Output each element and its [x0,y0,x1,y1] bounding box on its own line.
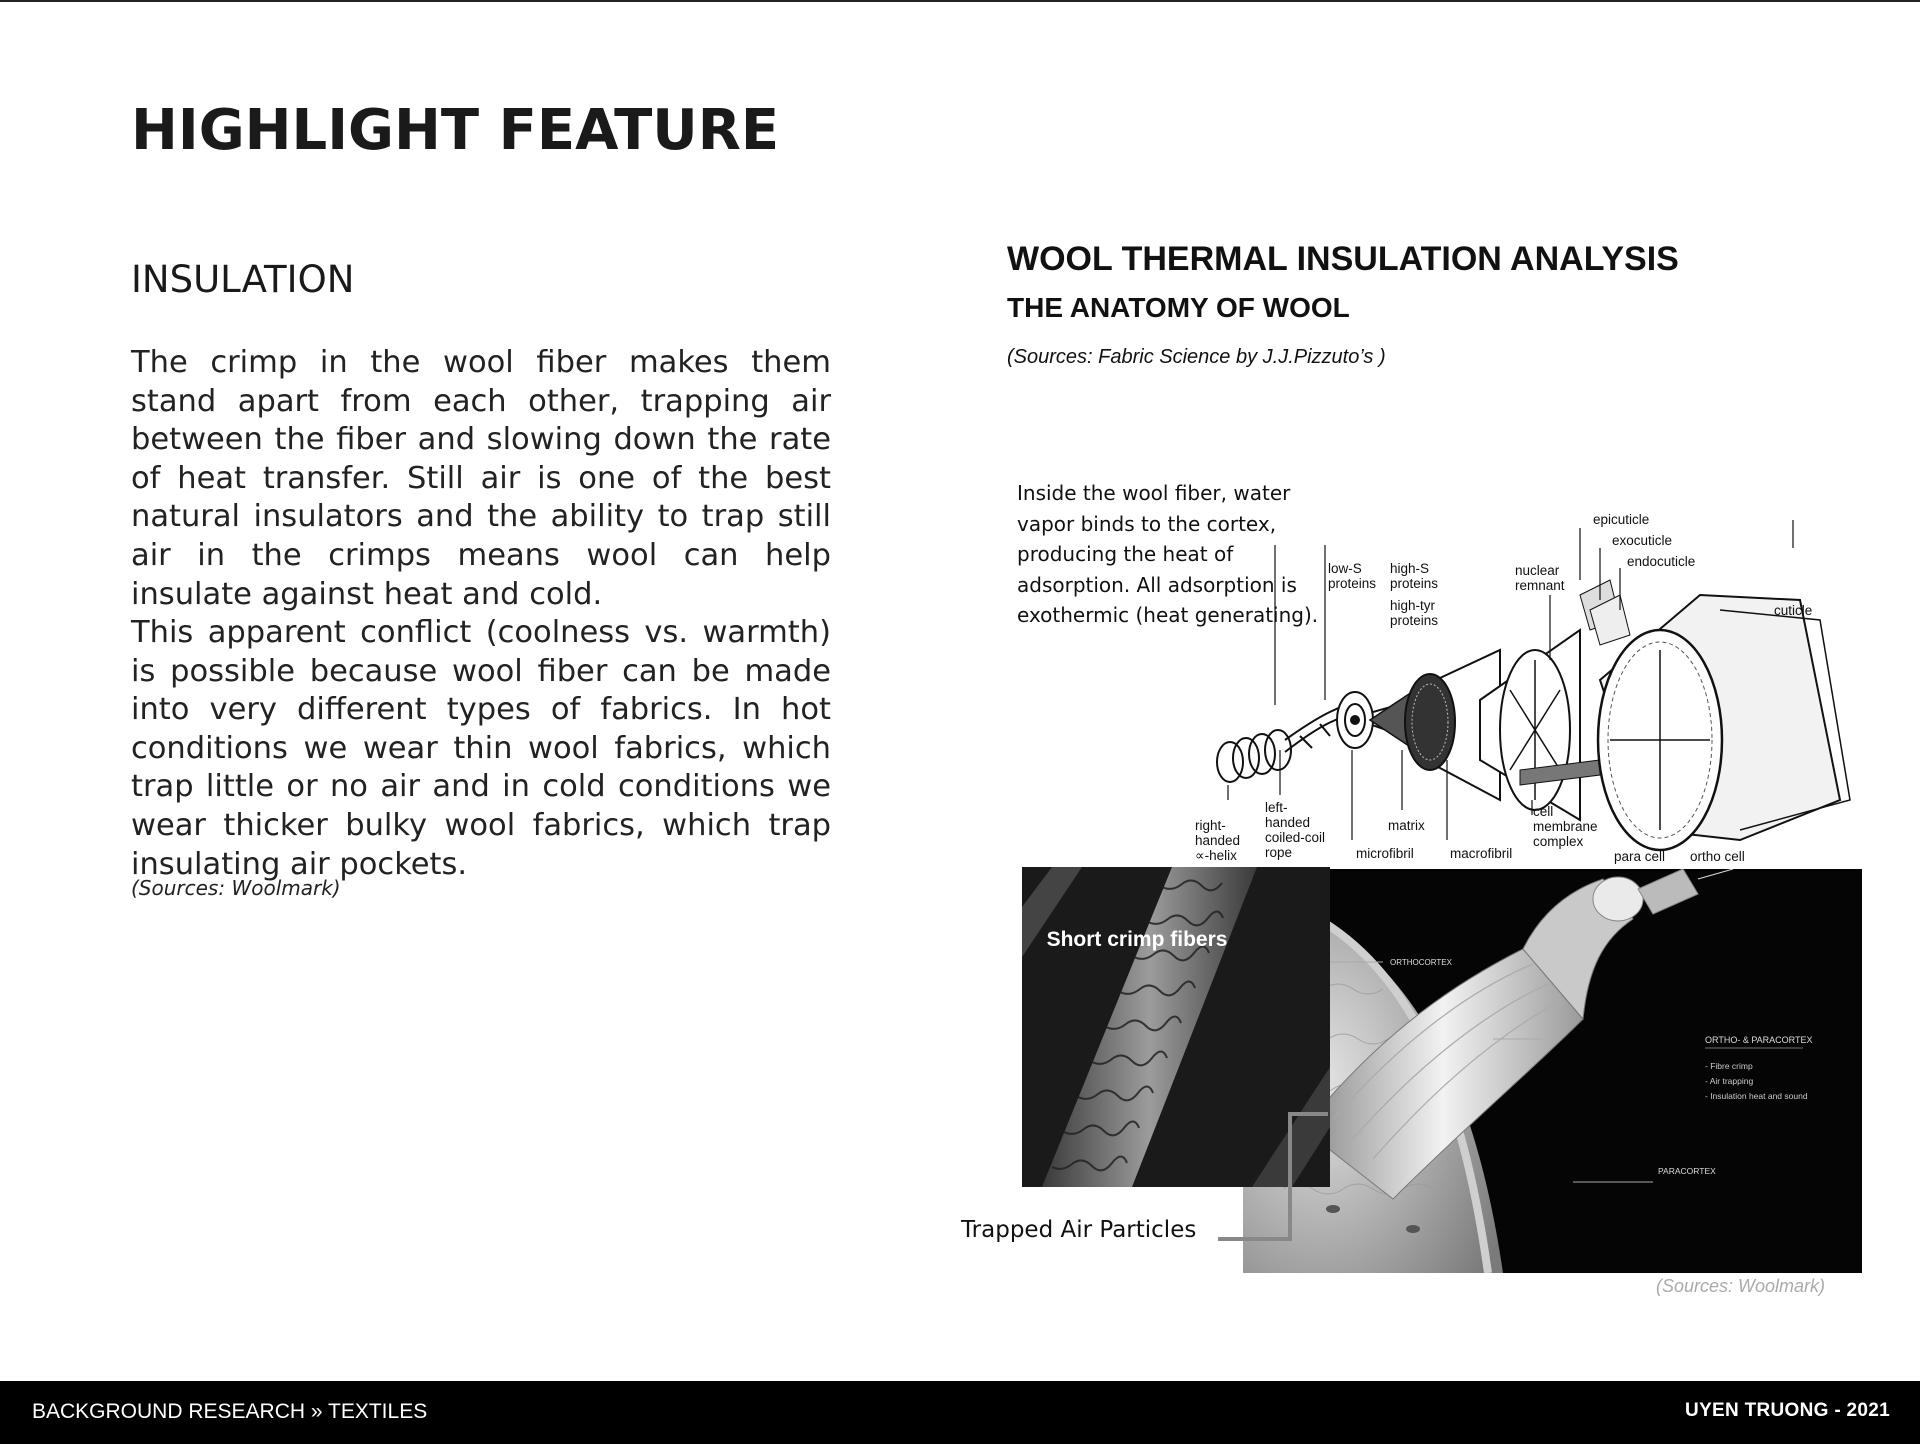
label-high-tyr-2: proteins [1390,613,1439,628]
analysis-source: (Sources: Fabric Science by J.J.Pizzuto’s ) [1007,346,1386,368]
label-cell-2: membrane [1533,819,1598,834]
label-nuclear-2: remnant [1515,578,1565,593]
bullet-fibre-crimp: - Fibre crimp [1705,1061,1753,1071]
label-high-s-2: proteins [1390,576,1439,591]
label-orthocortex: ORTHOCORTEX [1390,958,1452,967]
footer-breadcrumb: BACKGROUND RESEARCH » TEXTILES [32,1400,428,1423]
cortex-render-image [1243,869,1862,1273]
trapped-air-label: Trapped Air Particles [961,1217,1197,1243]
analysis-subtitle: THE ANATOMY OF WOOL [1007,292,1350,323]
photo-source-note: (Sources: Woolmark) [1656,1276,1826,1296]
label-cuticle: cuticle [1774,603,1813,618]
label-cell: cell [1533,804,1554,819]
label-low-s: low-S [1328,561,1362,576]
label-low-s-2: proteins [1328,576,1377,591]
footer-bar [0,1381,1920,1444]
label-microfibril: microfibril [1356,846,1414,861]
label-ortho-cell: ortho cell [1690,849,1745,864]
bullet-air-trapping: - Air trapping [1705,1076,1754,1086]
label-left-handed: left- [1265,800,1288,815]
label-endocuticle: endocuticle [1627,554,1696,569]
trapped-air-connector [1210,1108,1330,1248]
label-ortho-paracortex: ORTHO- & PARACORTEX [1705,1035,1813,1045]
cortex-cross-section [1580,580,1850,850]
short-crimp-label: Short crimp fibers [1046,928,1228,951]
source-note: (Sources: Woolmark) [131,876,341,900]
label-paracortex: PARACORTEX [1658,1166,1716,1176]
label-cell-3: complex [1533,834,1584,849]
body-paragraph-2: This apparent conflict (coolness vs. warmth) is possible because wool fiber can be made into very different types of fabrics. In hot conditions we wear thin wool fabrics, which trap little or no air and in cold conditions we wear thicker bulky wool fabrics, which trap insulating air pockets. [131,615,831,882]
footer-author: UYEN TRUONG - 2021 [1685,1400,1890,1421]
label-exocuticle: exocuticle [1612,533,1673,548]
analysis-title: WOOL THERMAL INSULATION ANALYSIS [1007,240,1679,278]
page-title: HIGHLIGHT FEATURE [131,98,780,163]
label-para-cell: para cell [1614,849,1666,864]
label-nuclear: nuclear [1515,563,1560,578]
label-left-handed-4: rope [1265,845,1293,860]
section-title: INSULATION [131,258,355,301]
label-right-handed-2: handed [1195,833,1241,848]
adsorption-note: Inside the wool fiber, water vapor binds to the cortex, producing the heat of adsorption. All adsorption is exothermic (heat generating). [1017,481,1319,627]
label-left-handed-3: coiled-coil [1265,830,1326,845]
label-macrofibril: macrofibril [1450,846,1513,861]
label-high-tyr: high-tyr [1390,598,1436,613]
body-paragraph-1: The crimp in the wool fiber makes them stand apart from each other, trapping air between the fiber and slowing down the rate of heat transfer. Still air is one of the best natural insulators and the ability to trap still air in the crimps means wool can help insulate against heat and cold. [131,345,831,612]
label-high-s: high-S [1390,561,1430,576]
label-right-handed: right- [1195,818,1226,833]
top-rule [0,0,1920,2]
label-left-handed-2: handed [1265,815,1311,830]
wool-anatomy-diagram [1180,500,1860,870]
label-matrix: matrix [1388,818,1425,833]
label-right-handed-3: ∝-helix [1195,848,1237,863]
label-epicuticle: epicuticle [1593,512,1650,527]
bullet-insulation: - Insulation heat and sound [1705,1091,1808,1101]
